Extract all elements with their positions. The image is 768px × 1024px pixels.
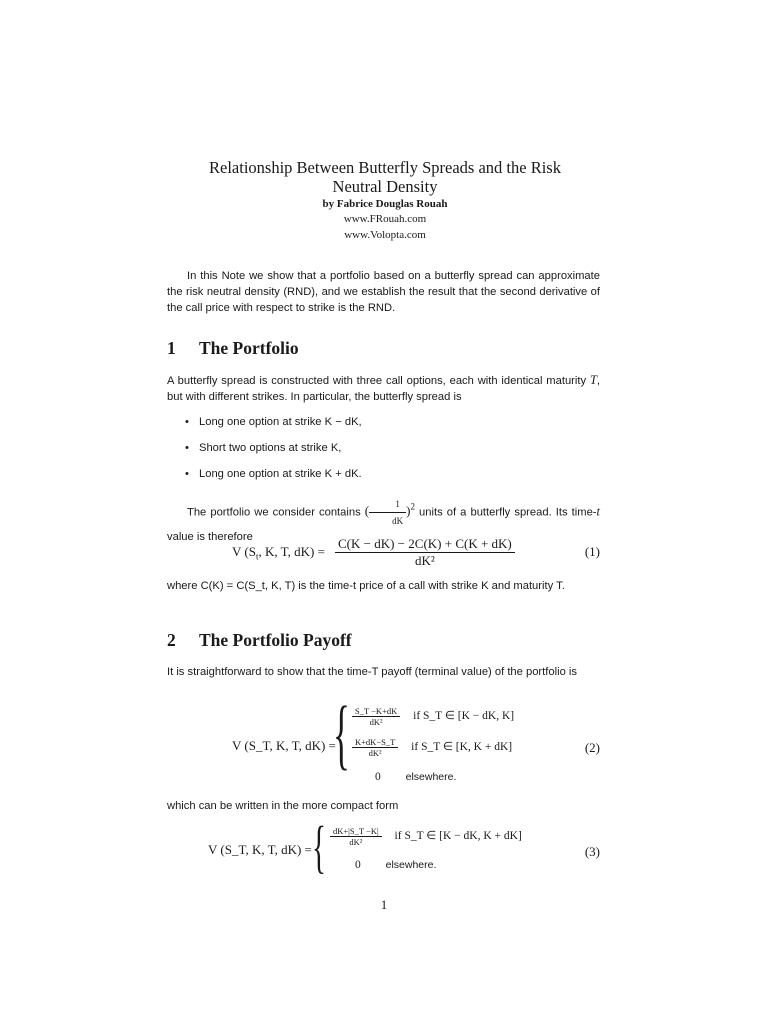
equation-1-lhs: [232, 544, 325, 562]
eq2-case1-condition: if S_T ∈ [K − dK, K]: [413, 710, 515, 723]
eq2-case2-numerator: K+dK−S_T: [352, 737, 398, 748]
equation-3-case-1: [330, 826, 522, 847]
eq2-case3-condition: elsewhere.: [405, 771, 457, 783]
eq1-denominator: dK²: [414, 553, 435, 568]
equation-2-case-3: [375, 771, 456, 783]
intro-text-b: , but with different strikes. In particular, the butterfly spread is: [167, 375, 600, 403]
eq3-case2-value: 0: [355, 859, 361, 871]
equation-1-fraction: [335, 536, 515, 569]
abstract-paragraph: In this Note we show that a portfolio based on a butterfly spread can approximate the risk neutral density (RND), and we establish the result that the second derivative of the call price with respect to strike is the RND.: [167, 270, 600, 314]
where-paragraph: where C(K) = C(S_t, K, T) is the time-t price of a call with strike K and maturity T.: [167, 580, 565, 592]
list-item: [185, 416, 605, 442]
eq2-case3-value: 0: [375, 771, 381, 783]
eq3-case1-denominator: dK²: [349, 837, 363, 847]
frac-numerator: 1: [369, 496, 406, 513]
equation-3-number: (3): [584, 844, 600, 859]
section-title: The Portfolio: [199, 338, 299, 358]
equation-2-number: (2): [584, 740, 600, 755]
author: by Fabrice Douglas Rouah: [322, 198, 448, 210]
eq2-case1-denominator: dK²: [369, 717, 383, 727]
paper-title: [120, 158, 650, 196]
eq1-numerator: C(K − dK) − 2C(K) + C(K + dK): [335, 536, 515, 553]
portfolio-text-c: value is therefore: [167, 531, 253, 543]
eq3-case2-condition: elsewhere.: [385, 859, 437, 871]
eq2-case2-condition: if S_T ∈ [K, K + dK]: [411, 741, 513, 754]
portfolio-text-a: The portfolio we consider contains: [187, 506, 361, 519]
bullet-text: • Short two options at strike K,: [199, 442, 342, 454]
equation-3-case-2: [355, 859, 436, 871]
title-line-2: Neutral Density: [332, 177, 438, 196]
inline-fraction: ( $\frac{1}{dK}$ )$^2$: [365, 503, 415, 518]
eq1-lhs-text: V (S: [232, 544, 256, 559]
equation-1: [167, 536, 600, 576]
frac-denominator: dK: [392, 516, 404, 526]
equation-3-lhs: V (S_T, K, T, dK) =: [208, 842, 312, 857]
equation-2-case-2: [352, 737, 512, 758]
equation-2-lhs: V (S_T, K, T, dK) =: [232, 738, 336, 753]
compact-paragraph: which can be written in the more compact form: [167, 800, 399, 812]
section-heading-2: [167, 630, 352, 651]
section2-intro: It is straightforward to show that the time-T payoff (terminal value) of the portfolio is: [167, 666, 577, 678]
intro-text-a: A butterfly spread is constructed with three call options, each with identical maturity: [167, 375, 590, 387]
eq1-lhs-rest: , K, T, dK) =: [258, 544, 325, 559]
intro-math-T: T: [589, 373, 597, 387]
eq2-case1-numerator: S_T −K+dK: [352, 706, 400, 717]
equation-2-case-1: [352, 706, 514, 727]
website-volopta: www.Volopta.com: [344, 229, 426, 241]
equation-1-number: (1): [584, 544, 600, 559]
eq3-case1-numerator: dK+|S_T −K|: [330, 826, 382, 837]
frac-power: 2: [410, 502, 415, 513]
title-line-1: Relationship Between Butterfly Spreads and the Risk: [209, 158, 561, 177]
page-number: 1: [380, 897, 388, 912]
section-number: 1: [167, 338, 176, 358]
website-frouah: www.FRouah.com: [343, 213, 427, 225]
left-brace-icon: {: [333, 690, 350, 777]
eq2-case2-denominator: dK²: [368, 748, 382, 758]
bullet-text: • Long one option at strike K + dK.: [199, 468, 362, 480]
left-brace-icon: {: [312, 814, 326, 879]
list-item: [185, 442, 605, 468]
portfolio-text-b: units of a butterfly spread. Its time-: [419, 506, 597, 519]
eq1-lhs-sub: t: [255, 551, 259, 562]
section1-intro: [167, 372, 600, 405]
section-heading-1: [167, 338, 299, 359]
list-item: [185, 468, 605, 494]
section-title: The Portfolio Payoff: [199, 630, 352, 650]
eq3-case1-condition: if S_T ∈ [K − dK, K + dK]: [394, 830, 522, 843]
butterfly-bullet-list: [185, 416, 605, 494]
portfolio-math-t: t: [596, 504, 600, 519]
bullet-text: • Long one option at strike K − dK,: [199, 416, 362, 428]
section-number: 2: [167, 630, 176, 650]
